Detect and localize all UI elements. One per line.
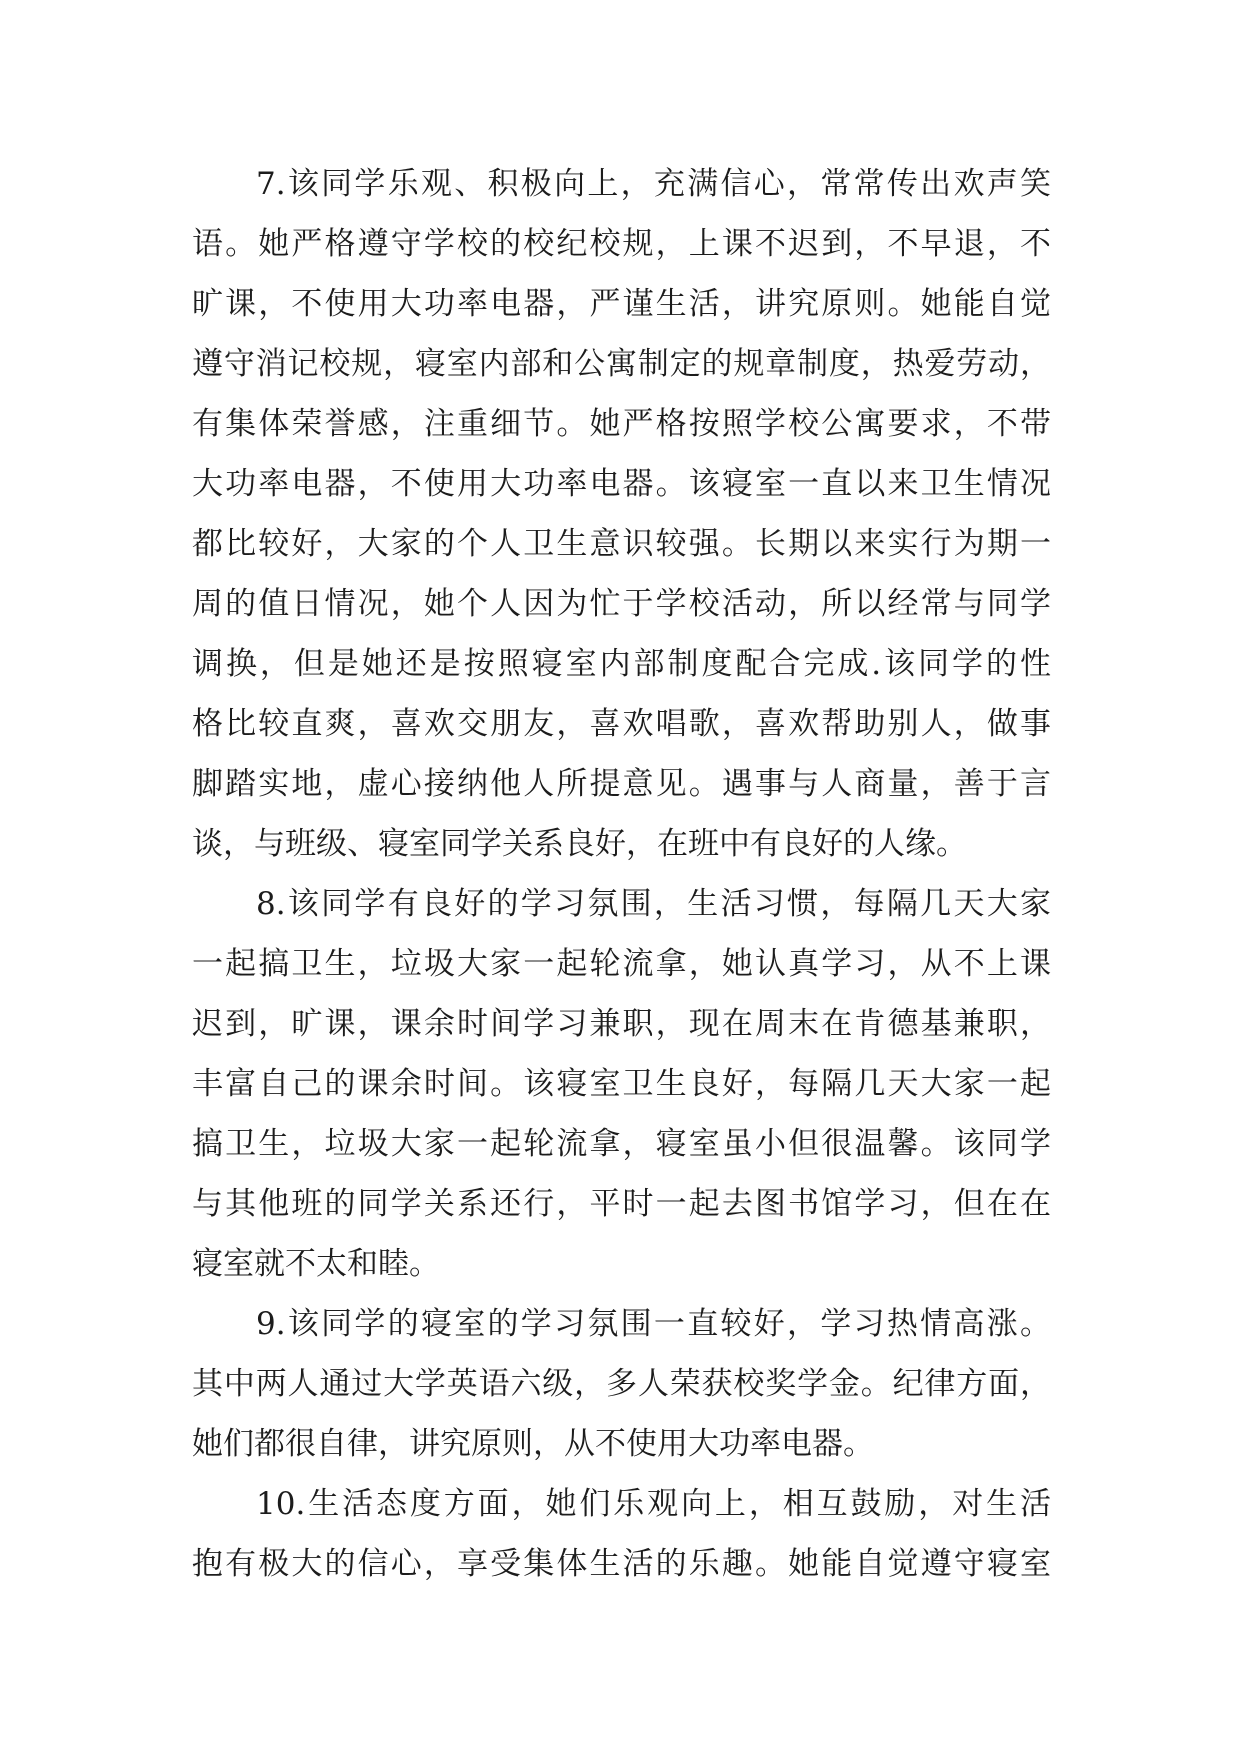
paragraph-line: 大功率电器，不使用大功率电器。该寝室一直以来卫生情况 xyxy=(192,466,1051,502)
paragraph-line: 8.该同学有良好的学习氛围，生活习惯，每隔几天大家 xyxy=(256,886,1051,922)
paragraph-line: 抱有极大的信心，享受集体生活的乐趣。她能自觉遵守寝室 xyxy=(192,1546,1051,1582)
paragraph-line: 一起搞卫生，垃圾大家一起轮流拿，她认真学习，从不上课 xyxy=(192,946,1051,982)
paragraph-line: 10.生活态度方面，她们乐观向上，相互鼓励，对生活 xyxy=(256,1486,1051,1522)
paragraph-line: 寝室就不太和睦。 xyxy=(192,1246,440,1282)
paragraph-line: 搞卫生，垃圾大家一起轮流拿，寝室虽小但很温馨。该同学 xyxy=(192,1126,1051,1162)
paragraph-line: 旷课，不使用大功率电器，严谨生活，讲究原则。她能自觉 xyxy=(192,286,1051,322)
paragraph-9 xyxy=(192,1294,1051,1474)
paragraph-line: 9.该同学的寝室的学习氛围一直较好，学习热情高涨。 xyxy=(256,1306,1051,1342)
paragraph-line: 迟到，旷课，课余时间学习兼职，现在周末在肯德基兼职， xyxy=(192,1006,1051,1042)
paragraph-line: 周的值日情况，她个人因为忙于学校活动，所以经常与同学 xyxy=(192,586,1051,622)
paragraph-line: 语。她严格遵守学校的校纪校规，上课不迟到，不早退，不 xyxy=(192,226,1051,262)
paragraph-line: 遵守消记校规，寝室内部和公寓制定的规章制度，热爱劳动， xyxy=(192,346,1051,382)
paragraph-line: 与其他班的同学关系还行，平时一起去图书馆学习，但在在 xyxy=(192,1186,1051,1222)
paragraph-7 xyxy=(192,154,1051,874)
paragraph-line: 她们都很自律，讲究原则，从不使用大功率电器。 xyxy=(192,1426,874,1462)
paragraph-line: 格比较直爽，喜欢交朋友，喜欢唱歌，喜欢帮助别人，做事 xyxy=(192,706,1051,742)
paragraph-10 xyxy=(192,1474,1051,1594)
paragraph-line: 有集体荣誉感，注重细节。她严格按照学校公寓要求，不带 xyxy=(192,406,1051,442)
paragraph-line: 调换，但是她还是按照寝室内部制度配合完成.该同学的性 xyxy=(192,646,1051,682)
paragraph-line: 脚踏实地，虚心接纳他人所提意见。遇事与人商量，善于言 xyxy=(192,766,1051,802)
paragraph-line: 丰富自己的课余时间。该寝室卫生良好，每隔几天大家一起 xyxy=(192,1066,1051,1102)
paragraph-line: 其中两人通过大学英语六级，多人荣获校奖学金。纪律方面， xyxy=(192,1366,1051,1402)
paragraph-8 xyxy=(192,874,1051,1294)
paragraph-line: 7.该同学乐观、积极向上，充满信心，常常传出欢声笑 xyxy=(256,166,1051,202)
paragraph-line: 都比较好，大家的个人卫生意识较强。长期以来实行为期一 xyxy=(192,526,1051,562)
document-body xyxy=(192,154,1051,1594)
paragraph-line: 谈，与班级、寝室同学关系良好，在班中有良好的人缘。 xyxy=(192,826,967,862)
